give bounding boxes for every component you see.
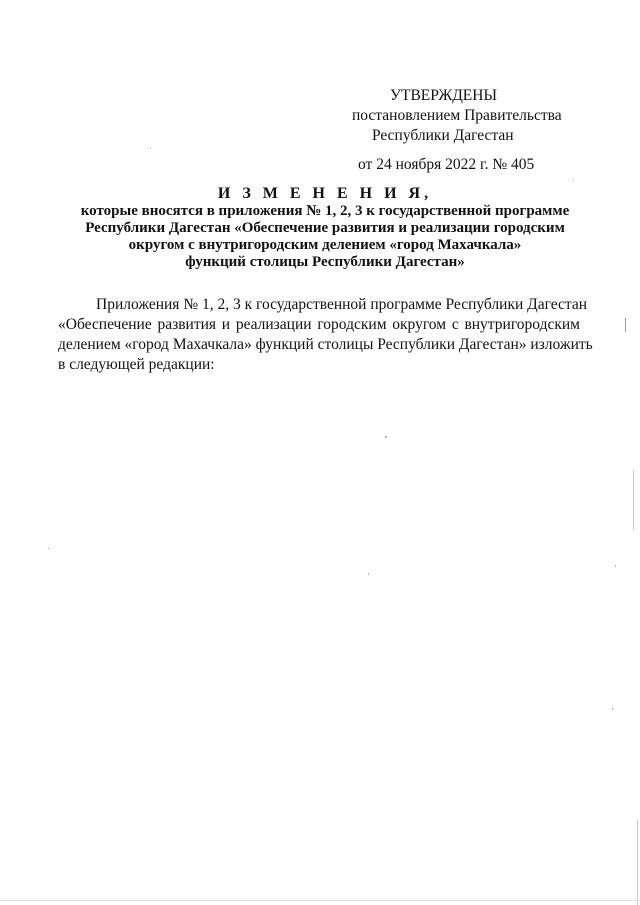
title-line-4: функций столицы Республики Дагестан» [185,254,465,270]
approval-title: УТВЕРЖДЕНЫ [390,87,497,104]
scan-speck [385,436,387,438]
approval-date-number: от 24 ноября 2022 г. № 405 [358,156,535,173]
approval-authority: постановлением Правительства [352,107,562,124]
title-line-1: которые вносятся в приложения № 1, 2, 3 к государственной программе [80,203,570,219]
body-line-1: Приложения № 1, 2, 3 к государственной программе Республики Дагестан [96,296,588,313]
scan-speck [150,148,151,149]
body-line-3: делением «город Махачкала» функций столицы Республики Дагестан» изложить [58,336,593,353]
body-paragraph [58,295,593,375]
scan-speck [625,318,626,332]
scan-speck [48,548,49,549]
scan-speck [612,708,613,710]
body-line-2: «Обеспечение развития и реализации городским округом с внутригородским [58,316,580,333]
scan-edge-line [637,820,638,905]
scan-edge-line [633,470,634,530]
scan-speck [573,180,574,181]
title-line-2: Республики Дагестан «Обеспечение развития и реализации городским [85,220,565,236]
scan-edge-line [0,900,640,901]
approval-stamp [340,86,580,175]
scan-speck [368,573,369,575]
body-line-4: в следующей редакции: [58,356,215,373]
title-heading: И З М Е Н Е Н И Я, [217,185,433,202]
approval-region: Республики Дагестан [372,127,514,144]
title-line-3: округом с внутригородским делением «город Махачкала» [128,237,522,253]
document-title [40,185,610,271]
scan-speck [615,565,616,567]
